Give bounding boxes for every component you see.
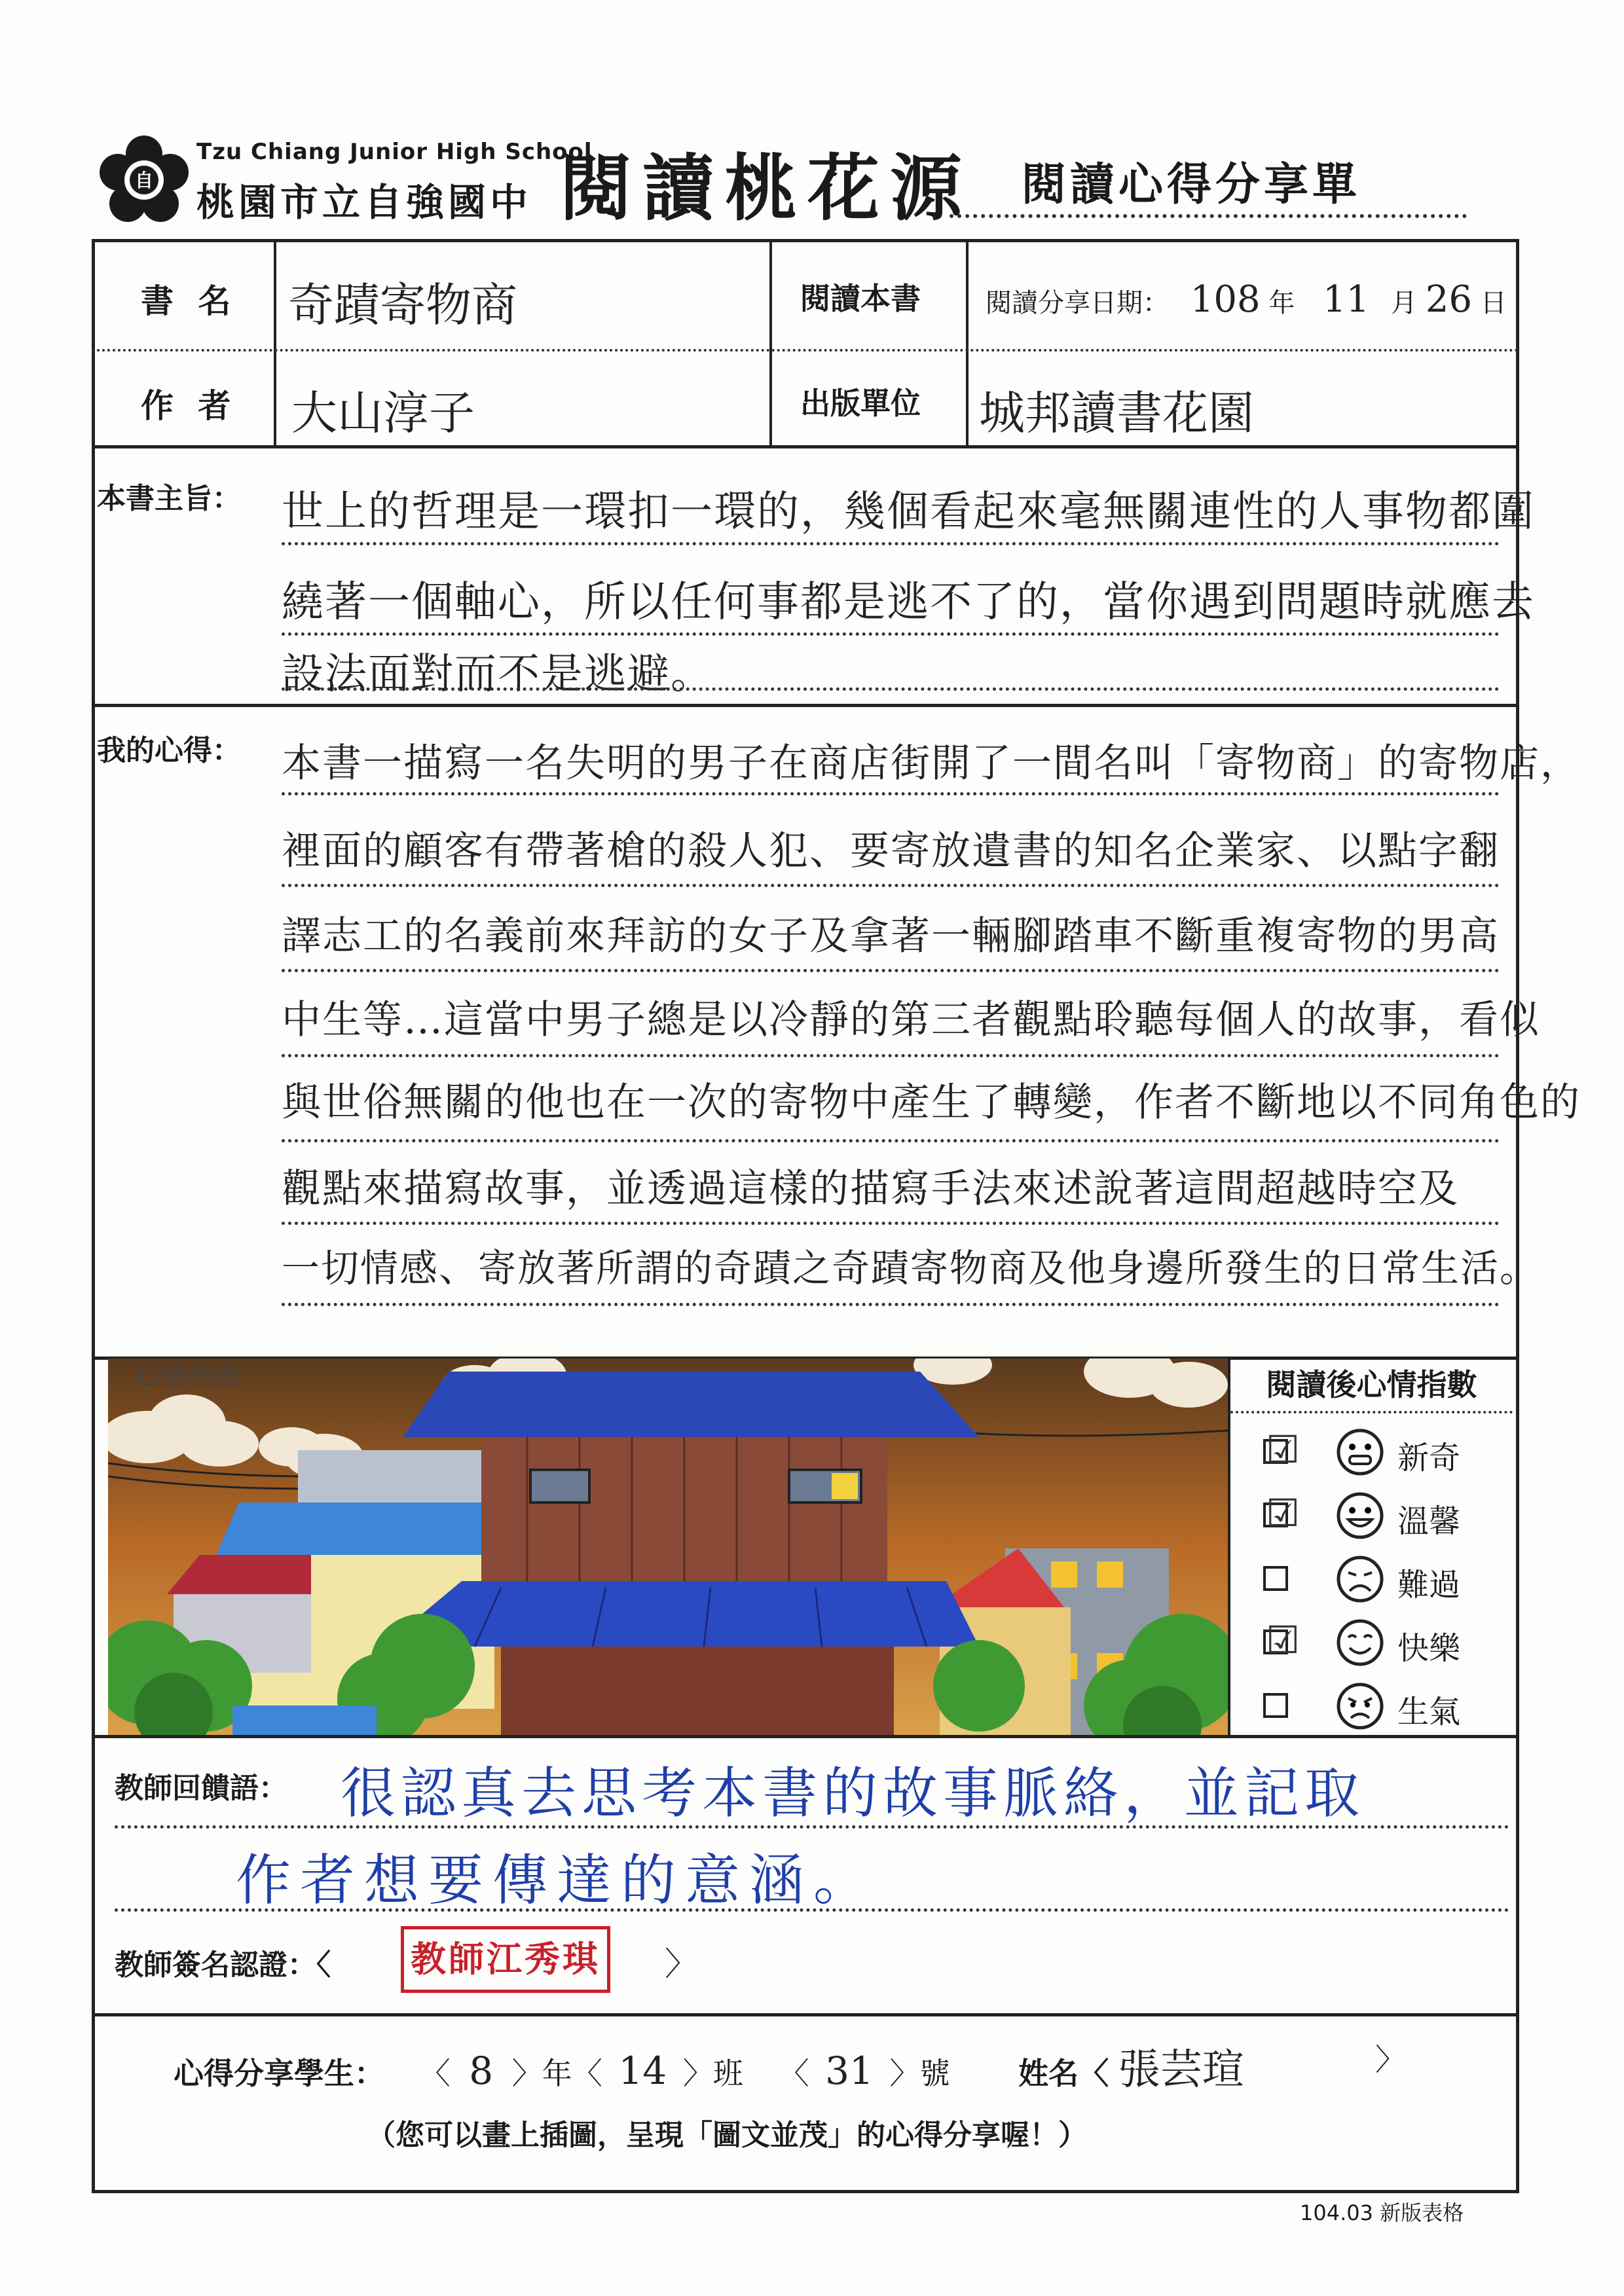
- reflection-label: 我的心得：: [97, 734, 241, 767]
- book-title-label: 書 名: [141, 282, 238, 320]
- mood-index-panel: [1228, 1358, 1513, 1735]
- grade-unit: 〉年〈: [511, 2056, 602, 2091]
- date-day: 26: [1425, 278, 1473, 321]
- publisher-label: 出版單位: [800, 386, 921, 421]
- form-subtitle: 閱讀心得分享單: [1022, 159, 1361, 211]
- student-name: 張芸瑄: [1118, 2046, 1244, 2094]
- reading-label: 閱讀本書: [800, 281, 921, 316]
- check-mark-icon: ☑: [1266, 1491, 1300, 1535]
- header-divider: [950, 214, 1467, 218]
- reflection-line: 中生等…這當中男子總是以冷靜的第三者觀點聆聽每個人的故事，看似: [282, 997, 1540, 1043]
- seat-unit: 〉號: [889, 2056, 950, 2091]
- mood-label: 生氣: [1397, 1694, 1461, 1730]
- writing-line: [282, 1139, 1500, 1142]
- writing-line: [115, 1908, 1509, 1912]
- grinning-face-icon: [1335, 1491, 1385, 1540]
- share-date-label: 閱讀分享日期：: [986, 288, 1169, 318]
- student-name-label: 姓名〈: [1018, 2056, 1109, 2091]
- mood-label: 快樂: [1397, 1630, 1461, 1667]
- date-day-unit: 日: [1480, 288, 1507, 318]
- student-label: 心得分享學生：: [174, 2056, 384, 2091]
- signature-bracket-close: 〉: [665, 1945, 697, 1983]
- student-seat-number: 31: [825, 2049, 874, 2093]
- section-divider: [92, 1735, 1519, 1738]
- mood-label: 溫馨: [1397, 1503, 1461, 1540]
- bracket-open: 〈: [779, 2056, 809, 2091]
- reflection-line: 裡面的顧客有帶著槍的殺人犯、要寄放遺書的知名企業家、以點字翻: [282, 828, 1500, 874]
- teacher-seal-stamp: 教師江秀琪: [401, 1926, 610, 1993]
- mood-option-sad[interactable]: [1230, 1548, 1515, 1611]
- theme-line: 設法面對而不是逃避。: [282, 650, 714, 699]
- writing-line: [282, 1222, 1500, 1225]
- section-divider: [92, 704, 1519, 707]
- mood-index-title: 閱讀後心情指數: [1230, 1358, 1513, 1413]
- sad-face-icon: [1335, 1554, 1385, 1604]
- name-bracket-close: 〉: [1375, 2042, 1405, 2077]
- reflection-line: 譯志工的名義前來拜訪的女子及拿著一輛腳踏車不斷重複寄物的男高: [282, 913, 1500, 959]
- mood-option-warm[interactable]: [1230, 1484, 1515, 1547]
- happy-face-icon: [1335, 1618, 1385, 1667]
- grid-divider: [769, 239, 772, 448]
- mood-option-novel[interactable]: [1230, 1421, 1515, 1484]
- share-date: [986, 278, 1507, 321]
- date-month-unit: 月: [1391, 288, 1418, 318]
- reflection-line: 本書一描寫一名失明的男子在商店街開了一間名叫「寄物商」的寄物店，: [282, 740, 1581, 786]
- writing-line: [115, 1825, 1509, 1829]
- angry-face-icon: [1335, 1681, 1385, 1731]
- theme-label: 本書主旨：: [97, 482, 241, 515]
- mood-option-happy[interactable]: [1230, 1611, 1515, 1674]
- reflection-line: 觀點來描寫故事，並透過這樣的描寫手法來述說著這間超越時空及: [282, 1166, 1459, 1212]
- student-grade: 8: [469, 2049, 494, 2093]
- grid-row-divider: [92, 445, 1519, 448]
- check-mark-icon: ☑: [1266, 1427, 1300, 1472]
- theme-line: 世上的哲理是一環扣一環的，幾個看起來毫無關連性的人事物都圍: [282, 488, 1535, 536]
- page-title: 閱讀桃花源: [560, 147, 972, 230]
- bracket-open: 〈: [420, 2056, 451, 2091]
- date-year-unit: 年: [1268, 288, 1295, 318]
- mood-label: 難過: [1397, 1567, 1461, 1603]
- footer-note: （您可以畫上插圖，呈現「圖文並茂」的心得分享喔！）: [367, 2119, 1087, 2152]
- theme-line: 繞著一個軸心，所以任何事都是逃不了的，當你遇到問題時就應去: [282, 578, 1535, 627]
- surprised-face-icon: [1335, 1427, 1385, 1477]
- writing-line: [282, 632, 1500, 636]
- teacher-feedback-label: 教師回饋語：: [115, 1772, 287, 1805]
- writing-line: [282, 687, 1500, 691]
- author-value: 大山淳子: [291, 386, 475, 440]
- teacher-feedback-line: 很認真去思考本書的故事脈絡，並記取: [341, 1761, 1365, 1825]
- class-unit: 〉班: [682, 2056, 743, 2091]
- writing-line: [282, 1303, 1500, 1306]
- svg-text:自: 自: [134, 170, 154, 191]
- reflection-line: 一切情感、寄放著所謂的奇蹟之奇蹟寄物商及他身邊所發生的日常生活。: [282, 1246, 1540, 1290]
- mood-checkbox[interactable]: [1263, 1693, 1288, 1718]
- writing-line: [282, 1054, 1500, 1057]
- writing-line: [282, 792, 1500, 795]
- grid-row-divider: [92, 349, 1519, 352]
- writing-line: [282, 542, 1500, 545]
- grid-divider: [966, 239, 969, 448]
- form-version: 104.03 新版表格: [1300, 2200, 1464, 2225]
- mood-option-angry[interactable]: [1230, 1675, 1515, 1738]
- teacher-signature-label: 教師簽名認證：〈: [115, 1948, 331, 1982]
- section-divider: [92, 2013, 1519, 2016]
- book-title-value: 奇蹟寄物商: [288, 278, 517, 332]
- illustration-label: 心情塗鴉: [134, 1361, 239, 1391]
- author-label: 作 者: [141, 387, 238, 425]
- check-mark-icon: ☑: [1266, 1618, 1300, 1662]
- mood-label: 新奇: [1397, 1440, 1461, 1476]
- reader-illustration: [108, 1358, 1228, 1735]
- reflection-line: 與世俗無關的他也在一次的寄物中產生了轉變，作者不斷地以不同角色的: [282, 1080, 1581, 1125]
- grid-divider: [274, 239, 276, 448]
- student-class: 14: [618, 2049, 667, 2093]
- school-name-english: Tzu Chiang Junior High School: [196, 139, 593, 165]
- date-year: 108: [1190, 278, 1261, 321]
- student-info: [174, 2036, 1244, 2096]
- writing-line: [282, 969, 1500, 972]
- school-name-chinese: 桃園市立自強國中: [196, 180, 532, 225]
- writing-line: [282, 884, 1500, 887]
- mood-checkbox[interactable]: [1263, 1566, 1288, 1591]
- school-logo: [98, 134, 190, 226]
- date-month: 11: [1323, 278, 1370, 321]
- publisher-value: 城邦讀書花園: [979, 386, 1254, 440]
- teacher-feedback-line: 作者想要傳達的意涵。: [236, 1848, 878, 1912]
